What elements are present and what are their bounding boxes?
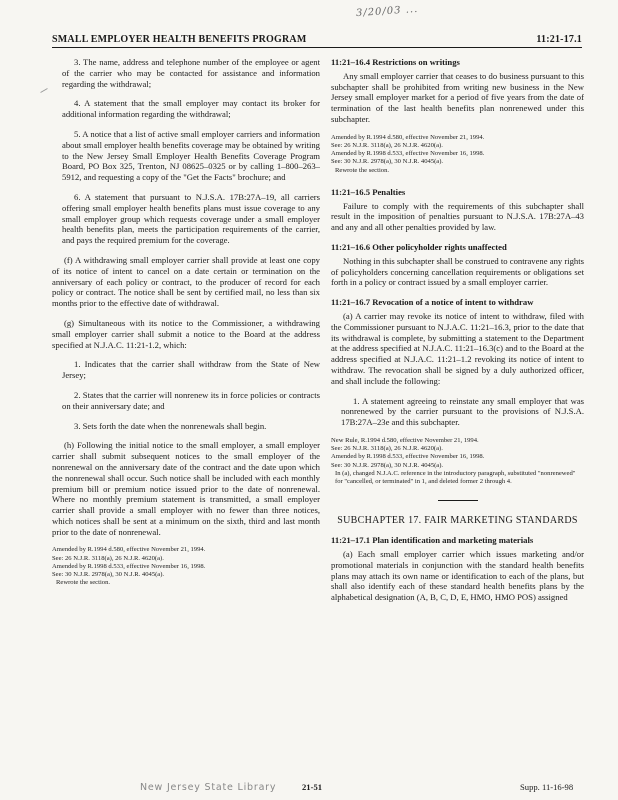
history-note: Amended by R.1998 d.533, effective November 16, 1998. (52, 562, 206, 570)
history-note: See: 26 N.J.R. 3118(a), 26 N.J.R. 4620(a). (331, 141, 443, 149)
section-16-4-text: Any small employer carrier that ceases to do business pursuant to this subchapter shall be prohibited from writing new business in the New Jersey small employer market for a period of five years from the date of termination of the last health benefits plan nonrenewed under this subchapter. (331, 70, 584, 124)
running-header (52, 34, 582, 48)
section-16-6-title: 11:21–16.6 Other policyholder rights unaffected (331, 241, 507, 252)
history-note: Rewrote the section. (56, 579, 111, 587)
paragraph-f: (f) A withdrawing small employer carrier shall provide at least one copy of its notice of intent to cancel on a date certain or termination on the anniversary of each policy or contract, to the producer of record for each policy or contract. The notice shall be sent by certified mail, no less than six months prior to the effective date of withdrawal. (52, 254, 320, 309)
history-note: See: 30 N.J.R. 2978(a), 30 N.J.R. 4045(a). (52, 571, 165, 579)
section-divider (438, 500, 478, 501)
item-6: 6. A statement that pursuant to N.J.S.A. 17B:27A–19, all carriers offering small employer health benefits plans must issue coverage to any small employer group which requests coverage under a small employer health benefits plan, meets the participation requirements of the carrier, and pays the required premium for the coverage. (62, 191, 320, 246)
margin-mark (40, 88, 47, 93)
history-note: In (a), changed N.J.A.C. reference in the introductory paragraph, substituted "nonrenewed" for "cancelled, or terminated" in 1, and deleted former 2 through 4. (335, 469, 576, 485)
handwritten-date-note: 3/20/03 ... (355, 3, 419, 20)
page-number: 21-51 (302, 782, 323, 792)
item-3: 3. The name, address and telephone number of the employee or agent of the carrier who may be contacted for assistance and information regarding the withdrawal; (62, 57, 320, 89)
section-17-1-title: 11:21–17.1 Plan identification and marketing materials (331, 535, 534, 546)
section-16-7-text: (a) A carrier may revoke its notice of intent to withdraw, filed with the Commissioner pursuant to N.J.A.C. 11:21–16.3, prior to the date that its withdrawal is complete, by submitting a statement to the Department at the address specified at N.J.A.C. 11:21–16.3(c) and to the Board at the address specified at N.J.A.C. 11:21–1.2 revoking its notice of intent to withdraw. The revocation shall be signed by a duly authorized officer, and shall include the following: (331, 310, 584, 386)
section-16-5-title: 11:21–16.5 Penalties (331, 186, 406, 197)
paragraph-h: (h) Following the initial notice to the small employer, a small employer carrier shall submit subsequent notices to the small employer of the nonrenewal on the anniversary date of the contract and the date upon which the nonrenewal shall occur. Such notice shall be included with each monthly premium bill or premium notice issued prior to the date of nonrenewal. Where no monthly premium statement is transmitted, a small employer carrier shall provide a small employer with no fewer than three notices, which notices shall be sent at a minimum on the sixth, third and last month prior to the date of nonrenewal. (52, 440, 320, 537)
history-note: See: 26 N.J.R. 3118(a), 26 N.J.R. 4620(a). (331, 445, 443, 453)
item-5: 5. A notice that a list of active small employer carriers and information about small employer health benefits coverage may be obtained by writing to the New Jersey Small Employer Health Benefits Coverage Program Board, PO Box 325, Trenton, NJ 08625–0325 or by calling 1–800–263–5912, and requesting a copy of the "Get the Facts" brochure; and (62, 128, 320, 183)
history-note: Amended by R.1994 d.580, effective November 21, 1994. (331, 133, 485, 141)
header-title: SMALL EMPLOYER HEALTH BENEFITS PROGRAM (52, 34, 307, 45)
left-column (52, 57, 320, 588)
section-16-5-text: Failure to comply with the requirements of this subchapter shall result in the imposition of penalties pursuant to N.J.S.A. 17B:27A–43 and any and all other penalties provided by law. (331, 200, 584, 233)
library-stamp: New Jersey State Library (140, 782, 277, 793)
history-note: See: 30 N.J.R. 2978(a), 30 N.J.R. 4045(a). (331, 158, 444, 166)
section-16-6-text: Nothing in this subchapter shall be construed to contravene any rights of policyholders concerning cancellation requirements or obligations set forth in a policy or contract issued by a small employer carrier. (331, 255, 584, 288)
paragraph-g-item-2: 2. States that the carrier will nonrenew its in force policies or contracts on their anniversary date; and (62, 389, 320, 411)
supplement-date: Supp. 11-16-98 (520, 782, 574, 792)
history-note: Amended by R.1994 d.580, effective November 21, 1994. (52, 546, 206, 554)
section-16-7-title: 11:21–16.7 Revocation of a notice of intent to withdraw (331, 297, 534, 308)
section-17-1-text: (a) Each small employer carrier which issues marketing and/or promotional materials in conjunction with the standard health benefits plans may attach its own name or identification to each of the plans, but shall also identify each of these standard health benefits plans by the alphabetical designation (A, B, C, D, E, HMO, HMO POS) assigned (331, 548, 584, 603)
history-note: Rewrote the section. (335, 166, 390, 174)
subchapter-title: SUBCHAPTER 17. FAIR MARKETING STANDARDS (337, 515, 578, 527)
history-note: New Rule, R.1994 d.580, effective November 21, 1994. (331, 436, 479, 444)
paragraph-g: (g) Simultaneous with its notice to the Commissioner, a withdrawing small employer carrier shall submit a notice to the Board at the address specified at N.J.A.C. 11:21-1.2, which: (52, 317, 320, 350)
section-16-7-item-1: 1. A statement agreeing to reinstate any small employer that was nonrenewed by the carrier pursuant to the provisions of N.J.S.A. 17B:27A–23e and this subchapter. (341, 395, 584, 428)
right-column (331, 57, 584, 612)
history-note: See: 30 N.J.R. 2978(a), 30 N.J.R. 4045(a). (331, 461, 444, 469)
header-section-number: 11:21-17.1 (536, 34, 582, 45)
history-note: See: 26 N.J.R. 3118(a), 26 N.J.R. 4620(a). (52, 554, 164, 562)
history-note: Amended by R.1998 d.533, effective November 16, 1998. (331, 453, 485, 461)
paragraph-g-item-1: 1. Indicates that the carrier shall withdraw from the State of New Jersey; (62, 359, 320, 381)
history-note: Amended by R.1998 d.533, effective November 16, 1998. (331, 150, 485, 158)
section-16-4-title: 11:21–16.4 Restrictions on writings (331, 57, 460, 67)
paragraph-g-item-3: 3. Sets forth the date when the nonrenewals shall begin. (74, 420, 267, 431)
item-4: 4. A statement that the small employer may contact its broker for additional information regarding the withdrawal; (62, 98, 320, 120)
